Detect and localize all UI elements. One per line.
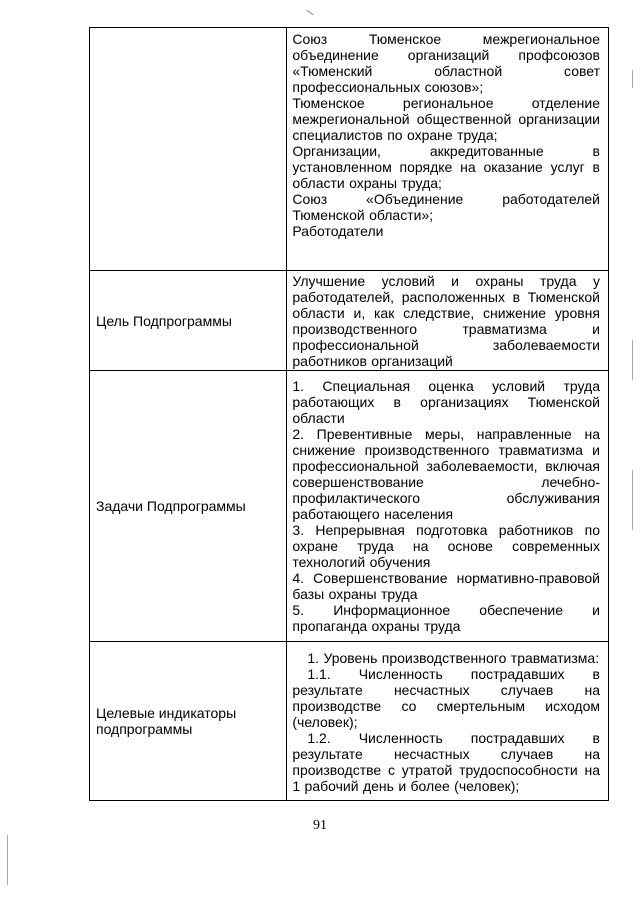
row-value-cell (287, 642, 609, 801)
task-item: 3. Непрерывная подготовка работников по охране труда на основе современных технологий обучения (292, 522, 600, 570)
table-row (90, 371, 609, 642)
goal-text (287, 273, 608, 369)
scan-edge-mark (632, 340, 633, 380)
task-item: 5. Информационное обеспечение и пропаганда охраны труда (292, 602, 600, 634)
row-label-cell (90, 28, 287, 271)
task-item: 1. Специальная оценка условий труда работающих в организациях Тюменской области (292, 378, 600, 426)
indicator-item: 1.1. Численность пострадавших в результате несчастных случаев на производстве со смертельным исходом (человек); (292, 666, 600, 730)
row-label-cell (90, 642, 287, 801)
program-passport-table (89, 27, 609, 801)
participant-item: Союз Тюменское межрегиональное объединение организаций профсоюзов «Тюменский областной совет профессиональных союзов»; (292, 31, 600, 95)
indicators-list (287, 648, 608, 794)
table-row (90, 642, 609, 801)
row-value-cell (287, 371, 609, 642)
table-row (90, 28, 609, 271)
row-label-tasks: Задачи Подпрограммы (96, 498, 246, 514)
page-number: 91 (313, 818, 327, 833)
scan-artifact-mark (306, 10, 313, 15)
participants-list (287, 28, 608, 239)
row-label-goal: Цель Подпрограммы (96, 312, 232, 329)
row-value-cell (287, 271, 609, 371)
participant-item: Союз «Объединение работодателей Тюменской области»; (292, 191, 600, 223)
indicator-item: 1.2. Численность пострадавших в результате несчастных случаев на производстве с утратой трудоспособности на 1 рабочий день и более (человек); (292, 730, 600, 794)
scan-edge-mark (632, 470, 633, 530)
tasks-list (287, 378, 608, 634)
table-row (90, 271, 609, 371)
participant-item: Тюменское региональное отделение межрегиональной общественной организации специалистов по охране труда; (292, 95, 600, 143)
task-item: 2. Превентивные меры, направленные на снижение производственного травматизма и профессиональной заболеваемости, включая совершенствование лечебно-профилактического обслуживания работающего населения (292, 426, 600, 522)
row-label-cell (90, 371, 287, 642)
task-item: 4. Совершенствование нормативно-правовой базы охраны труда (292, 570, 600, 602)
row-label-indicators: Целевые индикаторы подпрограммы (96, 705, 237, 737)
row-value-cell (287, 28, 609, 271)
participant-item: Организации, аккредитованные в установленном порядке на оказание услуг в области охраны труда; (292, 143, 600, 191)
goal-paragraph: Улучшение условий и охраны труда у работодателей, расположенных в Тюменской области и, как следствие, снижение уровня производственного травматизма и профессиональной заболеваемости работников организаций (292, 272, 600, 369)
indicator-item: 1. Уровень производственного травматизма: (307, 650, 600, 666)
participant-item: Работодатели (292, 223, 384, 239)
scan-edge-mark (632, 70, 633, 88)
scan-edge-mark (7, 835, 8, 885)
row-label-cell (90, 271, 287, 371)
